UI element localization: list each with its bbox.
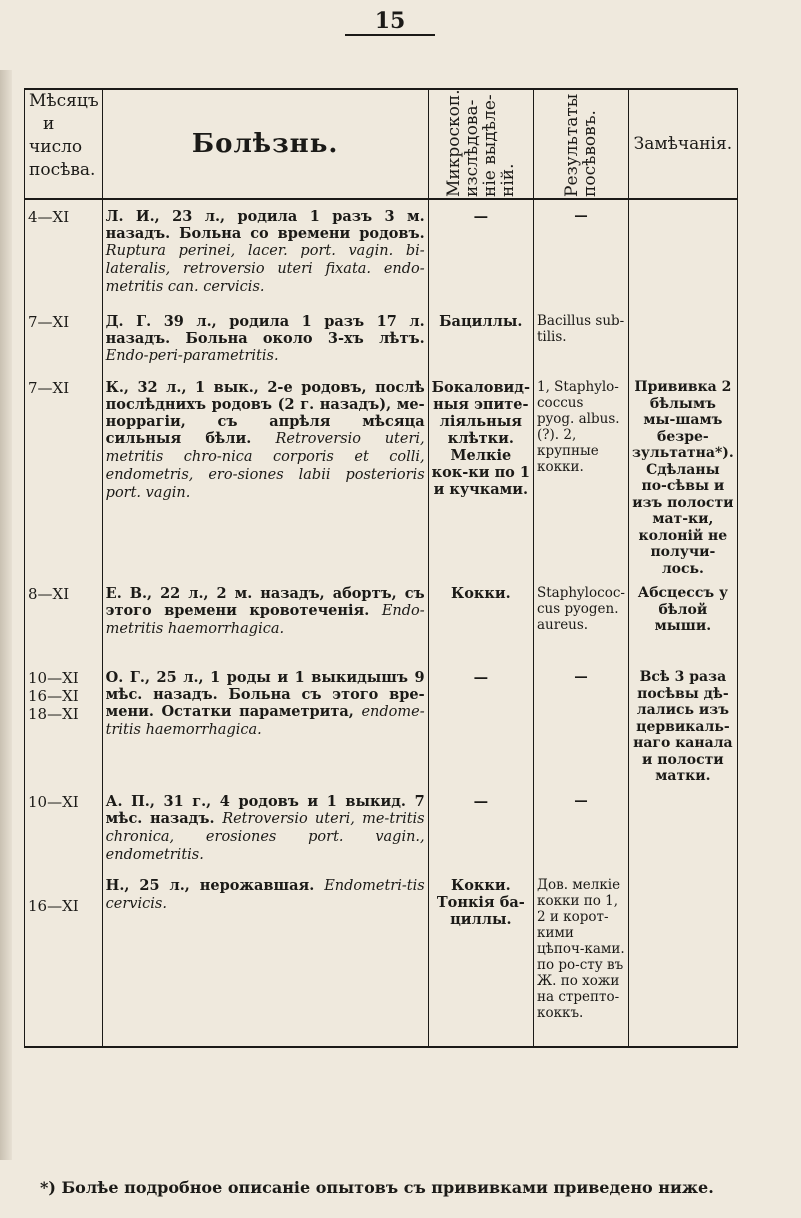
table-row [25, 869, 738, 1047]
row-results: Bacillus sub-tilis. [534, 305, 629, 371]
row-notes [628, 869, 737, 1047]
row-date: 4—XI [25, 199, 103, 305]
table-row [25, 661, 738, 785]
row-disease: Е. В., 22 л., 2 м. назадъ, абортъ, съ этого времени кровотеченія. Endo-metritis haemorrhagica. [102, 577, 428, 661]
row-disease: Л. И., 23 л., родила 1 разъ 3 м. назадъ. Больна со времени родовъ. Ruptura perinei, lacer. port. vagin. bi-lateralis, retroversio uteri fixata. endo-metritis can. cervicis. [102, 199, 428, 305]
row-date: 7—XI [25, 371, 103, 577]
row-microscopy: Кокки. Тонкія ба-циллы. [428, 869, 533, 1047]
row-notes [628, 199, 737, 305]
row-notes: Абсцессъ у бѣлой мыши. [628, 577, 737, 661]
row-microscopy: Бокаловид-ныя эпите-ліяльныя клѣтки. Мелкіе кок-ки по 1 и кучками. [428, 371, 533, 577]
row-date: 7—XI [25, 305, 103, 371]
row-results: — [534, 199, 629, 305]
row-date: 10—XI [25, 785, 103, 869]
row-results: Дов. мелкіе кокки по 1, 2 и корот-кими цѣпоч-ками. по ро-сту въ Ж. по хожи на стрепто-коккъ. [534, 869, 629, 1047]
table-row [25, 785, 738, 869]
row-notes [628, 785, 737, 869]
row-disease: К., 32 л., 1 вык., 2-е родовъ, послѣ послѣднихъ родовъ (2 г. назадъ), ме-норрагіи, съ апрѣля мѣсяца сильныя бѣли. Retroversio uteri, metritis chro-nica corporis et colli, endometris, ero-siones labii posterioris port. vagin. [102, 371, 428, 577]
row-microscopy: — [428, 785, 533, 869]
row-results: 1, Staphylo-coccus pyog. albus. (?). 2, крупные кокки. [534, 371, 629, 577]
table-row [25, 199, 738, 305]
table-row [25, 305, 738, 371]
table-header-row [25, 89, 738, 199]
row-date: 16—XI [25, 869, 103, 1047]
row-disease: Д. Г. 39 л., родила 1 разъ 17 л. назадъ. Больна около 3-хъ лѣтъ. Endo-peri-parametritis. [102, 305, 428, 371]
header-month: Мѣсяцъ и число посѣва. [25, 89, 103, 199]
row-notes [628, 305, 737, 371]
row-results: Staphylococ-cus pyogen. aureus. [534, 577, 629, 661]
header-results: Результаты посѣвовъ. [534, 89, 629, 199]
row-notes: Всѣ 3 раза посѣвы дѣ-лались изъ цервикаль-наго канала и полости матки. [628, 661, 737, 785]
page-number: 15 [374, 8, 406, 34]
header-notes: Замѣчанія. [628, 89, 737, 199]
records-table [24, 88, 738, 1048]
row-microscopy: Кокки. [428, 577, 533, 661]
header-disease: Болѣзнь. [102, 89, 428, 199]
row-results: — [534, 785, 629, 869]
row-microscopy: — [428, 661, 533, 785]
row-disease: Н., 25 л., нерожавшая. Endometri-tis cervicis. [102, 869, 428, 1047]
row-disease: А. П., 31 г., 4 родовъ и 1 выкид. 7 мѣс. назадъ. Retroversio uteri, me-tritis chronica, erosiones port. vagin., endometritis. [102, 785, 428, 869]
header-microscopy: Микроскоп. изслѣдова- ніе выдѣле- ній. [428, 89, 533, 199]
row-results: — [534, 661, 629, 785]
scan-margin [0, 70, 12, 1160]
row-date: 8—XI [25, 577, 103, 661]
row-microscopy: — [428, 199, 533, 305]
row-microscopy: Бациллы. [428, 305, 533, 371]
table-row [25, 577, 738, 661]
row-notes: Прививка 2 бѣлымъ мы-шамъ безре-зультатна*). Сдѣланы по-сѣвы и изъ полости мат-ки, колоній не получи-лось. [628, 371, 737, 577]
footnote: *) Болѣе подробное описаніе опытовъ съ прививками приведено ниже. [40, 1178, 714, 1197]
page-number-underline [345, 34, 435, 36]
table-row [25, 371, 738, 577]
row-disease: О. Г., 25 л., 1 роды и 1 выкидышъ 9 мѣс. назадъ. Больна съ этого вре-мени. Остатки параметрита, endome-tritis haemorrhagica. [102, 661, 428, 785]
row-date: 10—XI 16—XI 18—XI [25, 661, 103, 785]
